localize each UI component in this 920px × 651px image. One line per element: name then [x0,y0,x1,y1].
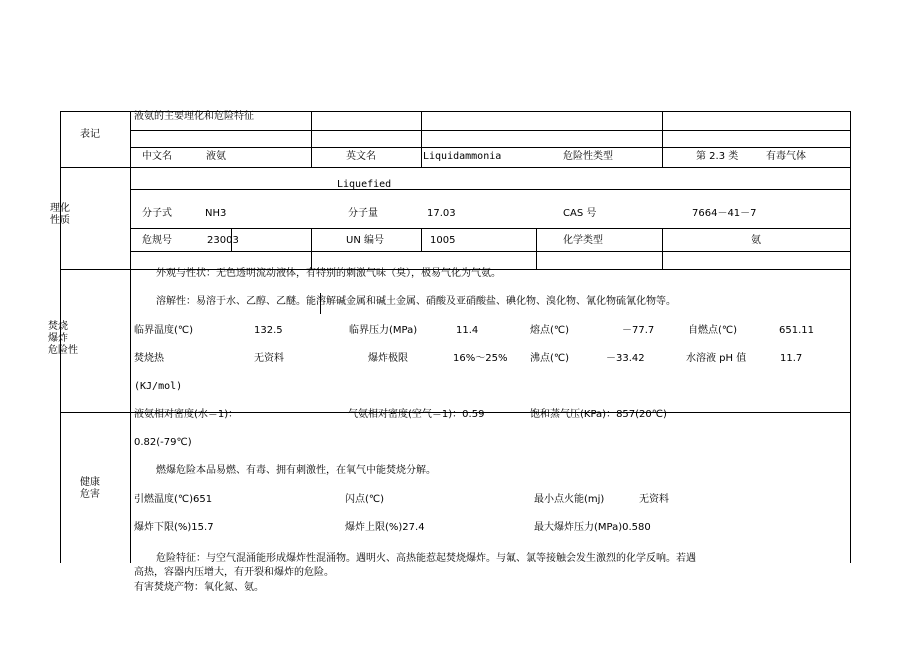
row-divider [130,228,851,229]
cell-divider [311,111,312,167]
min-ignition-label: 最小点火能(mj) [534,494,605,505]
vapor-pressure: 饱和蒸气压(KPa)：857(20℃) [530,409,667,420]
heat-unit: (KJ/mol) [134,381,183,392]
hazard-no-label: 危规号 [142,235,172,246]
solubility-text: 溶解性：易溶于水、乙醇、乙醚。能溶解碱金属和碱土金属、硝酸及亚硝酸盐、碘化物、溴化物、氰化物硫氰化物等。 [156,296,676,307]
cn-name-label: 中文名 [142,151,172,162]
danger-intro: 燃爆危险本品易燃、有毒、拥有刺激性，在氧气中能焚烧分解。 [156,465,436,476]
ph-label: 水溶液 pH 值 [686,353,747,364]
boil-label: 沸点(℃) [530,353,570,364]
cell-divider [536,228,537,269]
row-divider [130,130,851,131]
en-name-label: 英文名 [346,151,376,162]
combustion-products: 有害焚烧产物：氧化氮、氨。 [134,582,264,593]
appearance-text: 外观与性状：无色透明流动液体，有特别的刺激气味（臭），极易气化为气氨。 [156,268,501,279]
chem-type-value: 氨 [751,235,761,246]
en-name-continued: Liquefied [337,179,392,190]
crit-press-value: 11.4 [456,325,479,336]
page-title: 液氨的主要理化和危险特征 [134,111,254,122]
melt-value: －77.7 [622,325,655,336]
row-divider [130,251,851,252]
hazard-no-value: 23003 [207,235,239,246]
cell-divider [421,111,422,167]
section-divider [130,111,131,563]
cell-divider [311,228,312,269]
row-divider [130,147,851,148]
danger-features-1: 危险特征：与空气混涌能形成爆炸性混涌物。遇明火、高热能惹起焚烧爆炸。与氟、氯等接触会发生激烈的化学反响。若遇 [156,553,696,564]
un-value: 1005 [430,235,456,246]
explosion-lower: 爆炸下限(%)15.7 [134,522,214,533]
max-explosion-pressure: 最大爆炸压力(MPa)0.580 [534,522,651,533]
crit-temp-label: 临界温度(℃) [134,325,194,336]
cell-divider [662,228,663,269]
crit-press-label: 临界压力(MPa) [349,325,418,336]
row-divider [60,167,851,168]
crit-temp-value: 132.5 [254,325,283,336]
right-border [850,111,851,563]
cas-label: CAS 号 [563,208,597,219]
explim-value: 16%～25% [453,353,508,364]
formula-value: NH3 [205,208,227,219]
ph-value: 11.7 [780,353,803,364]
section-label-fire: 焚烧 爆炸 危险性 [48,321,78,356]
section-label-biaoji: 表记 [80,129,100,140]
un-label: UN 编号 [346,235,384,246]
gas-density: 气氨相对密度(空气＝1)：0.59 [348,409,485,420]
explosion-upper: 爆炸上限(%)27.4 [345,522,425,533]
cas-value: 7664－41－7 [692,208,757,219]
flash-point: 闪点(℃) [345,494,385,505]
cn-name-value: 液氨 [206,151,226,162]
hazard-class-label: 危险性类型 [563,151,613,162]
formula-label: 分子式 [142,208,172,219]
explim-label: 爆炸极限 [368,353,408,364]
mw-label: 分子量 [348,208,378,219]
mw-value: 17.03 [427,208,456,219]
heat-label: 焚烧热 [134,353,164,364]
min-ignition-value: 无资料 [639,494,669,505]
row-divider [130,189,851,190]
autoign-label: 自燃点(℃) [688,325,738,336]
melt-label: 熔点(℃) [530,325,570,336]
liquid-density-value: 0.82(-79℃) [134,437,192,448]
boil-value: －33.42 [606,353,645,364]
hazard-class-value: 第 2.3 类 [696,151,739,162]
chem-type-label: 化学类型 [563,235,603,246]
heat-value: 无资料 [254,353,284,364]
section-label-health: 健康 危害 [80,477,100,500]
autoign-value: 651.11 [779,325,814,336]
liquid-density-label: 液氨相对密度(水＝1)： [134,409,239,420]
hazard-class-desc: 有毒气体 [766,151,806,162]
section-label-lihua: 理化 性质 [50,203,70,226]
cell-divider [421,228,422,251]
ignition-temp: 引燃温度(℃)651 [134,494,213,505]
en-name-value: Liquidammonia [423,151,502,162]
danger-features-2: 高热，容器内压增大，有开裂和爆炸的危险。 [134,567,334,578]
cell-divider [662,111,663,167]
